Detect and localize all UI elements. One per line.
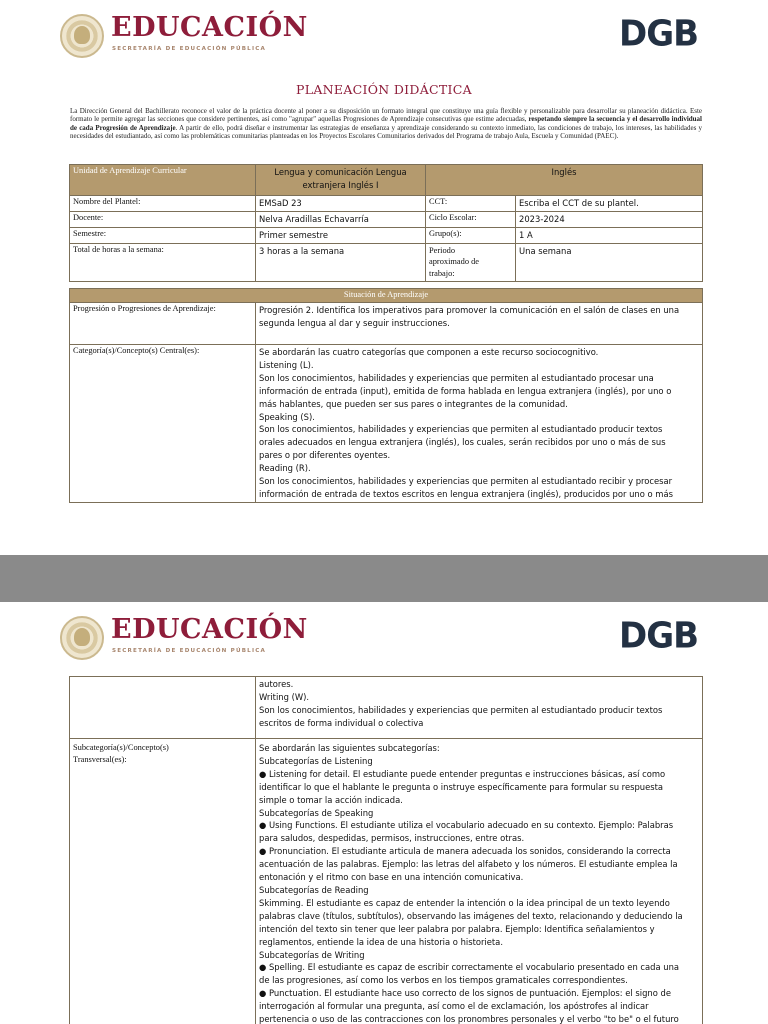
uac-value-line: extranjera Inglés I <box>302 180 379 190</box>
text-line: más hablantes, que pueden ser sus pares o integrantes de la comunidad. <box>259 398 568 409</box>
category-label: Categoría(s)/Concepto(s) Central(es): <box>70 345 256 503</box>
text-line: ● Using Functions. El estudiante utiliza el vocabulario adecuado en su contexto. Ejemplo: Palabras <box>259 820 674 831</box>
text-line: Son los conocimientos, habilidades y experiencias que permiten al estudiantado recibir y procesar <box>259 476 673 487</box>
text-line: Son los conocimientos, habilidades y experiencias que permiten al estudiantado procesar una <box>259 372 654 383</box>
text-line: Writing (W). <box>259 691 310 702</box>
intro-text-bold: respetando siempre la secuencia y el desarrollo individual de cada Progresión de Aprendizaje <box>70 115 703 132</box>
continuation-table <box>69 676 703 1024</box>
text-line: pares o por diferentes oyentes. <box>259 450 391 461</box>
text-line: palabras clave (títulos, subtítulos), observando las imágenes del texto, relacionando y deduciendo la <box>259 910 683 921</box>
text-line: escritos de forma individual o colectiva <box>259 717 424 728</box>
text-line: ● Spelling. El estudiante es capaz de escribir correctamente el vocabulario presentado en cada una <box>259 962 680 973</box>
text-line: Se abordarán las cuatro categorías que componen a este recurso sociocognitivo. <box>259 347 599 357</box>
cct-value: Escriba el CCT de su plantel. <box>516 196 703 212</box>
category-value <box>256 345 703 503</box>
empty-label-cell <box>70 677 256 739</box>
ciclo-label: Ciclo Escolar: <box>426 211 516 227</box>
text-line: identificar lo que el hablante le pregunta o instruye específicamente para formular su respuesta <box>259 781 664 792</box>
brand-title: EDUCACIÓN <box>111 12 308 43</box>
text-line: Subcategorías de Listening <box>259 755 373 766</box>
text-line: información de entrada de textos escritos en lengua extranjera (inglés), producidos por uno o más <box>259 488 673 499</box>
category-continuation <box>256 677 703 739</box>
hours-label: Total de horas a la semana: <box>70 243 256 281</box>
intro-paragraph <box>70 107 702 140</box>
text-line: interrogación al formular una pregunta, así como el de exclamación, los apóstrofes al indicar <box>259 1001 649 1012</box>
cct-label: CCT: <box>426 196 516 212</box>
page-header <box>0 602 768 672</box>
document-title: PLANEACIÓN DIDÁCTICA <box>296 82 472 97</box>
text-line: para saludos, despedidas, permisos, instrucciones, entre otras. <box>259 833 525 844</box>
text-line: Reading (R). <box>259 463 311 474</box>
page-header <box>0 0 768 70</box>
dgb-logo: DGB <box>619 13 699 55</box>
subcategory-label-line: Transversal(es): <box>73 755 127 764</box>
text-line: reglamentos, entiende la idea de una historia o historieta. <box>259 936 503 947</box>
government-seal-icon <box>60 616 104 660</box>
docente-label: Docente: <box>70 211 256 227</box>
text-line: autores. <box>259 679 294 689</box>
text-line: ● Listening for detail. El estudiante puede entender preguntas e instrucciones básicas, así como <box>259 768 666 779</box>
document-page-2 <box>0 602 768 1024</box>
text-line: intención del texto sin tener que leer palabra por palabra. Ejemplo: Identifica señalamientos y <box>259 923 655 934</box>
brand-subtitle: SECRETARÍA DE EDUCACIÓN PÚBLICA <box>112 46 267 52</box>
situation-header: Situación de Aprendizaje <box>70 289 703 303</box>
text-line: simple o tomar la acción indicada. <box>259 794 403 805</box>
text-line: entonación y el ritmo con base en una intención comunicativa. <box>259 872 524 883</box>
text-line: Son los conocimientos, habilidades y experiencias que permiten al estudiantado producir textos <box>259 704 663 715</box>
text-line: Skimming. El estudiante es capaz de entender la intención o la idea principal de un texto leyendo <box>259 897 670 908</box>
plantel-label: Nombre del Plantel: <box>70 196 256 212</box>
hours-value: 3 horas a la semana <box>256 243 426 281</box>
text-line: Subcategorías de Speaking <box>259 807 374 818</box>
text-line: ● Pronunciation. El estudiante articula de manera adecuada los sonidos, considerando la correcta <box>259 846 671 857</box>
subcategory-value <box>256 739 703 1024</box>
text-line: Progresión 2. Identifica los imperativos para promover la comunicación en el salón de clases en una <box>259 305 680 315</box>
plantel-value: EMSaD 23 <box>256 196 426 212</box>
text-line: pertenencia o uso de las contracciones con los pronombres personales y el verbo "to be" o el futuro <box>259 1014 679 1024</box>
text-line: Subcategorías de Reading <box>259 884 369 895</box>
period-label-line: aproximado de <box>429 257 480 267</box>
intro-text-b: . A partir de ello, podrá diseñar e instrumentar las estrategias de enseñanza y aprendizaje considerando su contexto inmediato, las condiciones de trabajo, los intereses, las habilidades y necesidades del estudiantado, así como las problemáticas comunitarias planteadas en los Proyectos Escolares Comunitarios derivados del Programa de trabajo Aula, Escuela y Comunidad (PAEC). <box>70 123 702 140</box>
text-line: segunda lengua al dar y seguir instrucciones. <box>259 317 450 328</box>
grupo-label: Grupo(s): <box>426 227 516 243</box>
text-line: ● Punctuation. El estudiante hace uso correcto de los signos de puntuación. Ejemplos: el signo de <box>259 988 671 999</box>
info-table <box>69 164 703 282</box>
uac-value-line: Lengua y comunicación Lengua <box>274 167 407 177</box>
brand-subtitle: SECRETARÍA DE EDUCACIÓN PÚBLICA <box>112 648 267 654</box>
semestre-value: Primer semestre <box>256 227 426 243</box>
subcategory-label-line: Subcategoría(s)/Concepto(s) <box>73 743 169 752</box>
period-label-line: trabajo: <box>429 268 455 278</box>
text-line: Se abordarán las siguientes subcategorías: <box>259 743 440 753</box>
progression-value <box>256 303 703 345</box>
dgb-logo: DGB <box>619 615 699 657</box>
progression-label: Progresión o Progresiones de Aprendizaje: <box>70 303 256 345</box>
government-seal-icon <box>60 14 104 58</box>
text-line: orales adecuados en lengua extranjera (inglés), los cuales, serán recibidos por uno o más de sus <box>259 437 666 448</box>
docente-value: Nelva Aradillas Echavarría <box>256 211 426 227</box>
brand-title: EDUCACIÓN <box>111 614 308 645</box>
ciclo-value: 2023-2024 <box>516 211 703 227</box>
text-line: de las progresiones, así como los verbos en los tiempos gramaticales correspondientes. <box>259 975 628 986</box>
subcategory-label <box>70 739 256 1024</box>
situation-table <box>69 288 703 503</box>
text-line: acentuación de las palabras. Ejemplo: las letras del alfabeto y los números. El estudiante emplea la <box>259 859 678 870</box>
period-label-line: Periodo <box>429 245 456 255</box>
text-line: Listening (L). <box>259 359 314 370</box>
text-line: Speaking (S). <box>259 411 315 422</box>
semestre-label: Semestre: <box>70 227 256 243</box>
uac-value <box>256 165 426 196</box>
text-line: información de entrada (input), emitida de forma hablada en lengua extranjera (inglés), por uno o <box>259 385 672 396</box>
text-line: Son los conocimientos, habilidades y experiencias que permiten al estudiantado producir textos <box>259 424 663 435</box>
grupo-value: 1 A <box>516 227 703 243</box>
text-line: Subcategorías de Writing <box>259 949 365 960</box>
period-value: Una semana <box>516 243 703 281</box>
uac-label: Unidad de Aprendizaje Curricular <box>70 165 256 196</box>
uac-value-2: Inglés <box>426 165 703 196</box>
period-label <box>426 243 516 281</box>
intro-text-a: La Dirección General del Bachillerato reconoce el valor de la práctica docente al poner a su disposición un formato integral que constituye una guía flexible y personalizable para desarrollar su planeación didáctica. Este formato le permite agregar las secciones que considere pertinentes, así como "agrupar" aquellas Progresiones de Aprendizaje consecutivas que estime adecuadas, <box>70 107 702 124</box>
